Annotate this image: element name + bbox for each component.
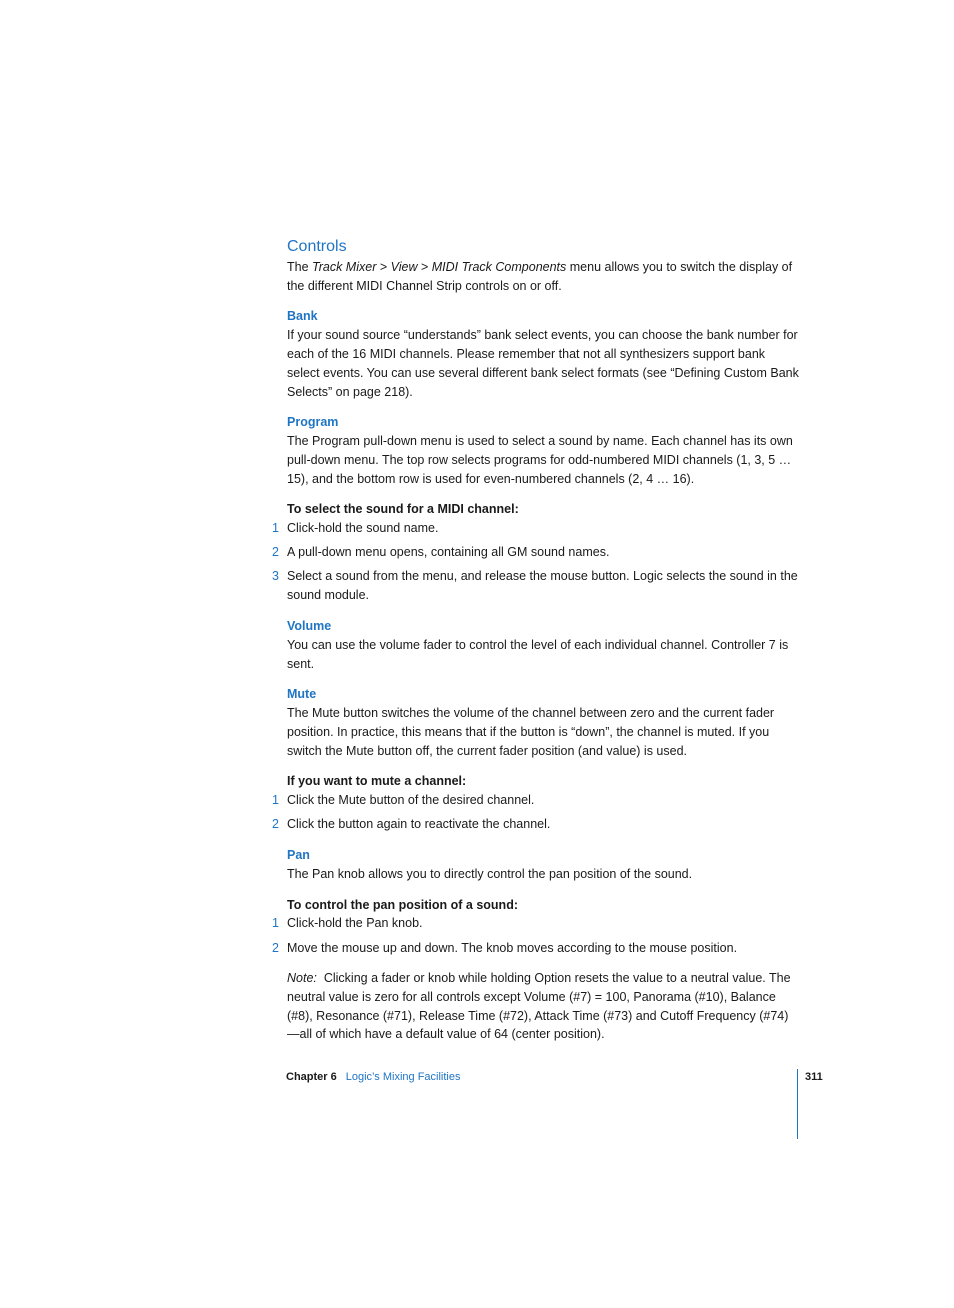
step-item — [272, 567, 799, 604]
program-task-heading: To select the sound for a MIDI channel: — [287, 502, 519, 517]
mute-steps — [272, 791, 799, 834]
program-heading: Program — [287, 415, 339, 430]
section-intro: The Track Mixer > View > MIDI Track Components menu allows you to switch the display of the different MIDI Channel Strip controls on or off. — [287, 260, 793, 293]
pan-steps — [272, 914, 799, 957]
step-text: Click-hold the Pan knob. — [287, 916, 423, 931]
menu-path-view: View — [390, 260, 418, 274]
step-text: Click the button again to reactivate the channel. — [287, 817, 551, 832]
menu-path-track-mixer: Track Mixer — [312, 260, 377, 274]
bank-heading: Bank — [287, 309, 318, 324]
step-item — [272, 914, 799, 933]
pan-text: The Pan knob allows you to directly control the pan position of the sound. — [287, 866, 693, 881]
chapter-title: Logic’s Mixing Facilities — [345, 1071, 461, 1083]
note-label: Note: — [287, 971, 317, 986]
page-number: 311 — [805, 1071, 823, 1083]
program-steps — [272, 519, 799, 605]
step-number: 1 — [272, 916, 279, 931]
section-title: Controls — [287, 238, 347, 255]
menu-path-midi-track-components: MIDI Track Components — [431, 260, 567, 274]
volume-text: You can use the volume fader to control the level of each individual channel. Controller 7 is sent. — [287, 637, 789, 671]
mute-heading: Mute — [287, 687, 317, 702]
step-item — [272, 815, 799, 834]
pan-heading: Pan — [287, 847, 310, 862]
step-item — [272, 791, 799, 810]
footer-divider — [797, 1069, 798, 1139]
bank-text: If your sound source “understands” bank select events, you can choose the bank number for each of the 16 MIDI channels. Please remember that not all synthesizers support bank select events. You can use several different bank select formats (see “Defining Custom Bank Selects” on page 218). — [287, 328, 799, 399]
step-number: 1 — [272, 793, 279, 808]
mute-task-heading: If you want to mute a channel: — [287, 774, 467, 789]
chapter-label: Chapter 6 — [286, 1071, 337, 1083]
step-text: A pull-down menu opens, containing all GM sound names. — [287, 545, 610, 560]
step-item — [272, 519, 799, 538]
mute-text: The Mute button switches the volume of the channel between zero and the current fader position. In practice, this means that if the button is “down”, the channel is muted. If you switch the Mute button off, the current fader position (and value) is used. — [287, 706, 775, 758]
step-item — [272, 939, 799, 958]
step-text: Click-hold the sound name. — [287, 521, 439, 536]
note-paragraph — [287, 969, 799, 1044]
step-number: 2 — [272, 545, 279, 560]
step-item — [272, 543, 799, 562]
step-text: Move the mouse up and down. The knob moves according to the mouse position. — [287, 940, 738, 955]
step-number: 2 — [272, 940, 279, 955]
pan-task-heading: To control the pan position of a sound: — [287, 897, 518, 912]
program-text: The Program pull-down menu is used to select a sound by name. Each channel has its own pull-down menu. The top row selects programs for odd-numbered MIDI channels (1, 3, 5 … 15), and the bottom row is used for even-numbered channels (2, 4 … 16). — [287, 434, 793, 486]
page-footer — [286, 1069, 460, 1085]
page-content — [272, 236, 799, 1044]
step-text: Select a sound from the menu, and release the mouse button. Logic selects the sound in the sound module. — [287, 569, 798, 603]
step-text: Click the Mute button of the desired channel. — [287, 793, 535, 808]
note-text: Clicking a fader or knob while holding Option resets the value to a neutral value. The neutral value is zero for all controls except Volume (#7) = 100, Panorama (#10), Balance (#8), Resonance (#71), Release Time (#72), Attack Time (#73) and Cutoff Frequency (#74)—all of which have a default value of 64 (center position). — [287, 971, 795, 1042]
step-number: 2 — [272, 817, 279, 832]
step-number: 1 — [272, 521, 279, 536]
step-number: 3 — [272, 569, 279, 584]
volume-heading: Volume — [287, 618, 332, 633]
